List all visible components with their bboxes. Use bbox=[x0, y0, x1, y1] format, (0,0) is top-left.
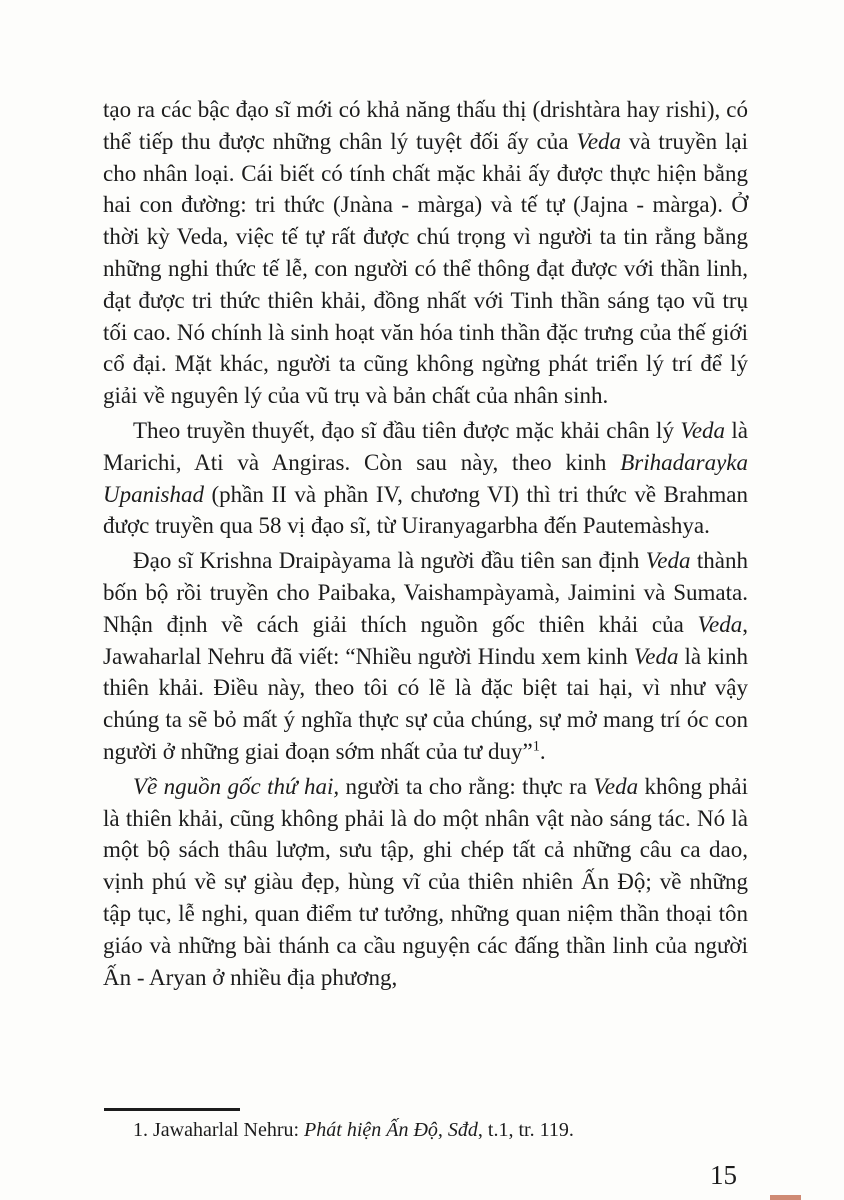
paragraph bbox=[103, 545, 748, 768]
text-run: tạo ra các bậc đạo sĩ mới có khả năng thấu thị (drishtàra hay rishi), có thể tiếp thu được những chân lý tuyệt đối ấy của bbox=[103, 97, 748, 154]
text-run: Đạo sĩ Krishna Draipàyama là người đầu tiên san định bbox=[133, 548, 646, 574]
text-run: (phần II và phần IV, chương VI) thì tri thức về Brahman được truyền qua 58 vị đạo sĩ, từ Uiranyagarbha đến Pautemàshya. bbox=[103, 481, 748, 539]
paragraph bbox=[103, 415, 748, 542]
text-run: Về nguồn gốc thứ hai, bbox=[133, 773, 340, 799]
text-run: Veda bbox=[680, 417, 726, 443]
text-run: Phát hiện Ấn Độ, Sđd bbox=[304, 1119, 478, 1141]
text-run: là kinh thiên khải. Điều này, theo tôi có lẽ là đặc biệt tai hại, vì như vậy chúng ta sẽ bỏ mất ý nghĩa thực sự của chúng, sự mở mang trí óc con người ở những giai đoạn sớm nhất của tư duy” bbox=[103, 643, 748, 764]
text-run: và truyền lại cho nhân loại. Cái biết có tính chất mặc khải ấy được thực hiện bằng hai con đường: tri thức (Jnàna - màrga) và tế tự (Jajna - màrga). Ở thời kỳ Veda, việc tế tự rất được chú trọng vì người ta tin rằng bằng những nghi thức tế lễ, con người có thể thông đạt được với thần linh, đạt được tri thức thiên khải, đồng nhất với Tinh thần sáng tạo vũ trụ tối cao. Nó chính là sinh hoạt văn hóa tinh thần đặc trưng của thế giới cổ đại. Mặt khác, người ta cũng không ngừng phát triển lý trí để lý giải về nguyên lý của vũ trụ và bản chất của nhân sinh. bbox=[103, 128, 748, 409]
text-run: thành bốn bộ rồi truyền cho Paibaka, Vaishampàyamà, Jaimini và Sumata. Nhận định về cách giải thích nguồn gốc thiên khải của bbox=[103, 548, 748, 637]
footnote-reference: 1 bbox=[532, 738, 540, 755]
paragraph bbox=[103, 94, 748, 412]
body-text-block bbox=[103, 94, 748, 993]
red-page-edge-mark bbox=[770, 1195, 801, 1200]
text-run: là Marichi, Ati và Angiras. Còn sau này, theo kinh bbox=[103, 417, 748, 475]
page-number: 15 bbox=[710, 1160, 737, 1190]
footnote-text bbox=[103, 1117, 748, 1143]
text-run: Veda bbox=[633, 643, 679, 669]
footnote-separator bbox=[104, 1108, 240, 1111]
text-run: Theo truyền thuyết, đạo sĩ đầu tiên được mặc khải chân lý bbox=[133, 417, 681, 443]
text-run: người ta cho rằng: thực ra bbox=[339, 773, 594, 799]
text-run: Veda bbox=[697, 611, 743, 637]
text-run: Veda bbox=[593, 773, 639, 799]
text-run: 1. Jawaharlal Nehru: bbox=[133, 1119, 305, 1141]
text-run: không phải là thiên khải, cũng không phải là do một nhân vật nào sáng tác. Nó là một bộ sách thâu lượm, sưu tập, ghi chép tất cả những câu ca dao, vịnh phú về sự giàu đẹp, hùng vĩ của thiên nhiên Ấn Độ; về những tập tục, lễ nghi, quan điểm tư tưởng, những quan niệm thần thoại tôn giáo và những bài thánh ca cầu nguyện các đấng thần linh của người Ấn - Aryan ở nhiều địa phương, bbox=[103, 773, 749, 990]
text-run: Veda bbox=[645, 548, 691, 574]
text-run: Veda bbox=[576, 128, 622, 154]
text-run: , Jawaharlal Nehru đã viết: “Nhiều người Hindu xem kinh bbox=[103, 611, 748, 669]
text-run: . bbox=[539, 738, 546, 764]
paragraph bbox=[103, 771, 748, 994]
text-run: , t.1, tr. 119. bbox=[477, 1119, 574, 1141]
text-run: Brihadarayka Upanishad bbox=[103, 449, 748, 507]
